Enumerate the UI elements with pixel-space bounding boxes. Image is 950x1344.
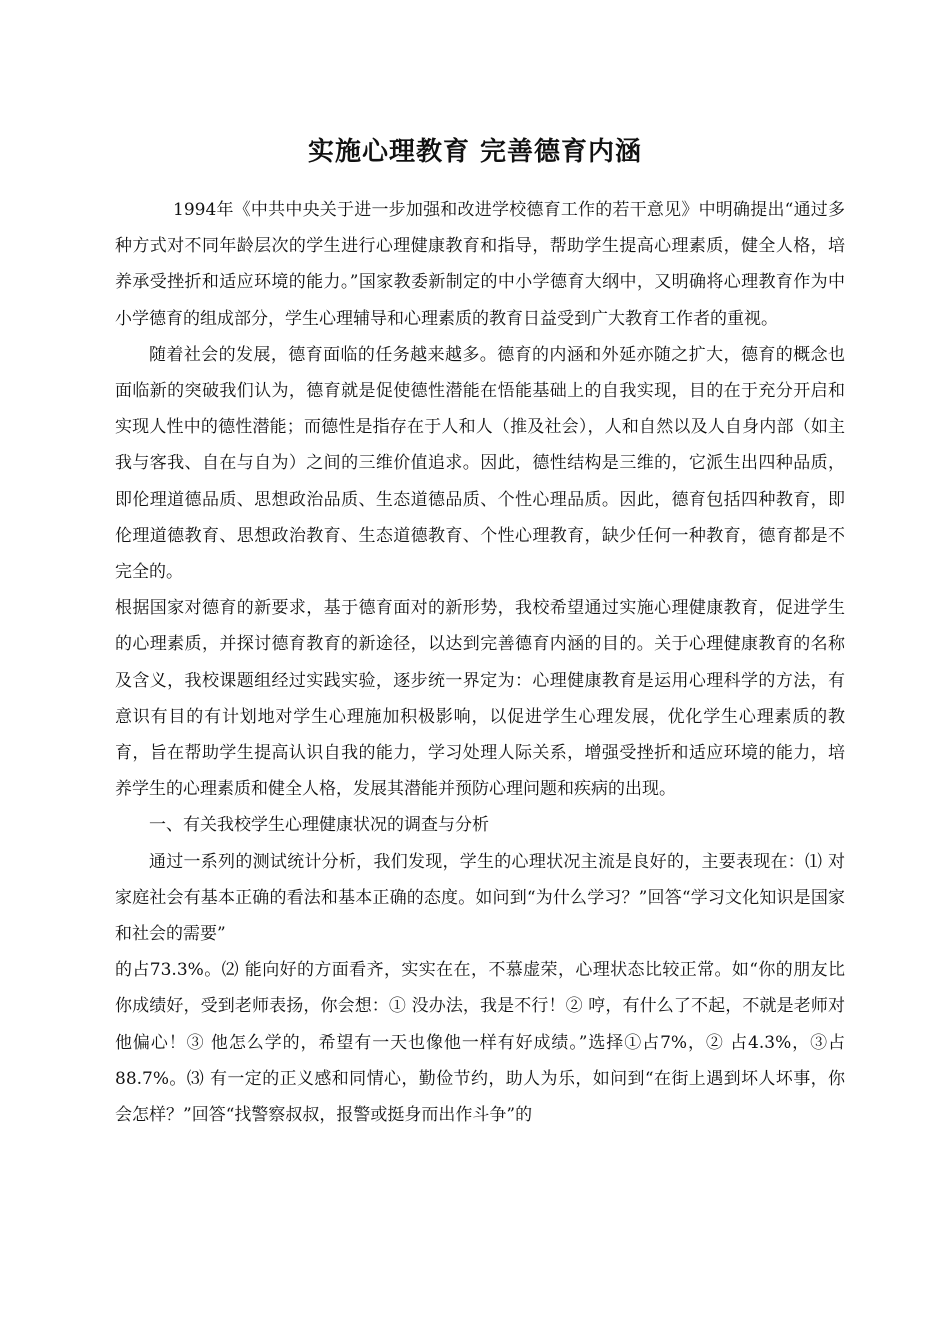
- document-body: [115, 192, 845, 1133]
- paragraph-survey-results: 的占73.3%。⑵ 能向好的方面看齐，实实在在，不慕虚荣，心理状态比较正常。如“你的朋友比你成绩好，受到老师表扬，你会想：① 没办法，我是不行！② 哼，有什么了不起，不就是老师对他偏心！③ 他怎么学的，希望有一天也像他一样有好成绩。”选择①占7%，② 占4.3%，③占88.7%。⑶ 有一定的正义感和同情心，勤俭节约，助人为乐，如问到“在街上遇到坏人坏事，你会怎样？”回答“找警察叔叔，报警或挺身而出作斗争”的: [115, 960, 845, 1126]
- section-heading-survey: 一、有关我校学生心理健康状况的调查与分析: [149, 815, 489, 836]
- paragraph-school-goals: 根据国家对德育的新要求，基于德育面对的新形势，我校希望通过实施心理健康教育，促进学生的心理素质，并探讨德育教育的新途径，以达到完善德育内涵的目的。关于心理健康教育的名称及含义，我校课题组经过实践实验，逐步统一界定为：心理健康教育是运用心理科学的方法，有意识有目的有计划地对学生心理施加积极影响，以促进学生心理发展，优化学生心理素质的教育，旨在帮助学生提高认识自我的能力，学习处理人际关系，增强受挫折和适应环境的能力，培养学生的心理素质和健全人格，发展其潜能并预防心理问题和疾病的出现。: [115, 598, 845, 800]
- paragraph-intro: 1994年《中共中央关于进一步加强和改进学校德育工作的若干意见》中明确提出“通过多种方式对不同年龄层次的学生进行心理健康教育和指导，帮助学生提高心理素质，健全人格，培养承受挫折和适应环境的能力。”国家教委新制定的中小学德育大纲中，又明确将心理教育作为中小学德育的组成部分，学生心理辅导和心理素质的教育日益受到广大教育工作者的重视。: [115, 200, 845, 329]
- paragraph-survey-findings: 通过一系列的测试统计分析，我们发现，学生的心理状况主流是良好的，主要表现在：⑴ 对家庭社会有基本正确的看法和基本正确的态度。如问到“为什么学习？”回答“学习文化知识是国家和社会的需要”: [115, 851, 845, 945]
- paragraph-moral-education-concept: 随着社会的发展，德育面临的任务越来越多。德育的内涵和外延亦随之扩大，德育的概念也面临新的突破我们认为，德育就是促使德性潜能在悟能基础上的自我实现，目的在于充分开启和实现人性中的德性潜能；而德性是指存在于人和人（推及社会），人和自然以及人自身内部（如主我与客我、自在与自为）之间的三维价值追求。因此，德性结构是三维的，它派生出四种品质，即伦理道德品质、思想政治品质、生态道德品质、个性心理品质。因此，德育包括四种教育，即伦理道德教育、思想政治教育、生态道德教育、个性心理教育，缺少任何一种教育，德育都是不完全的。: [115, 344, 845, 583]
- document-title: 实施心理教育 完善德育内涵: [307, 137, 643, 167]
